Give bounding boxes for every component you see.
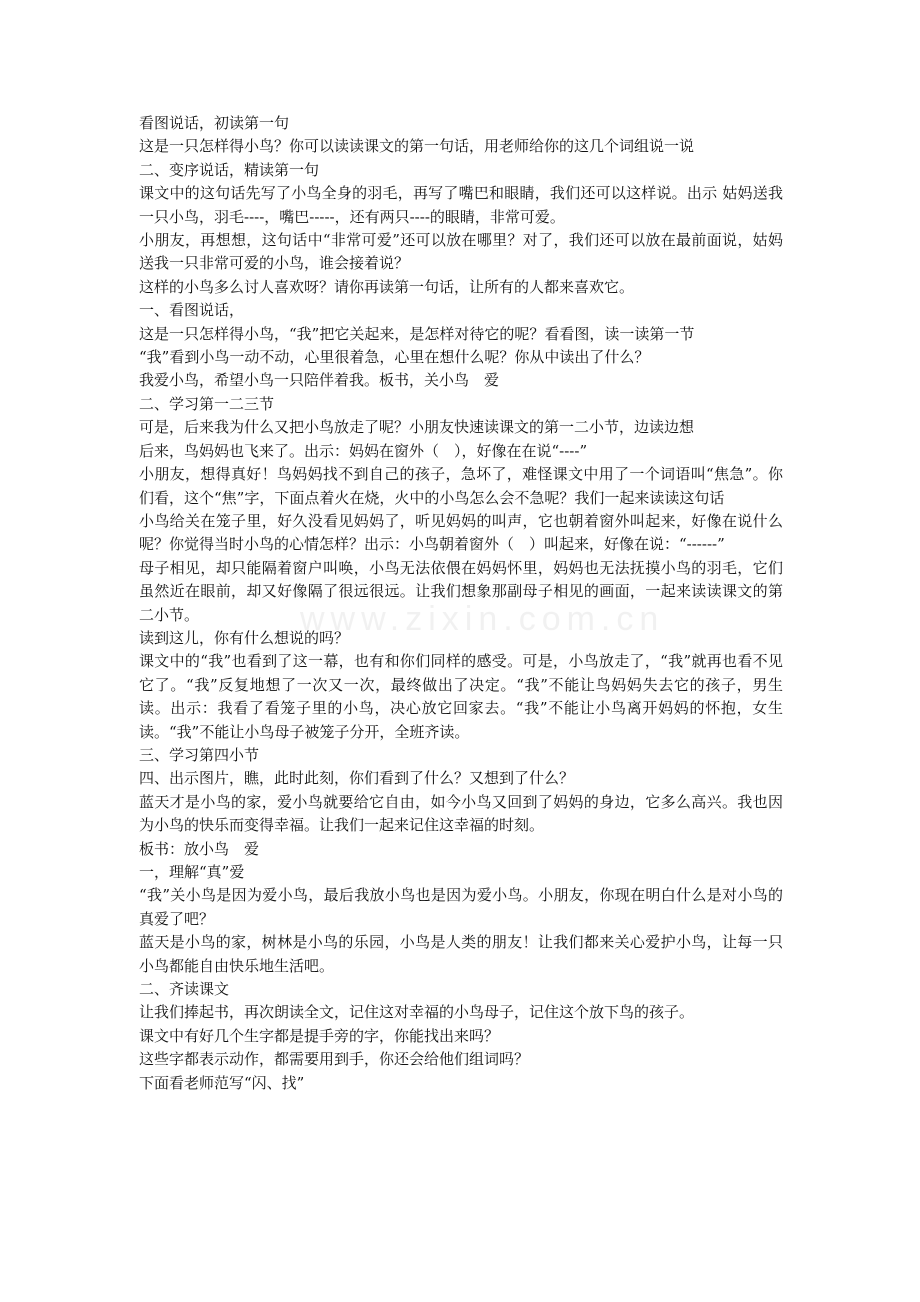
paragraph: 后来，鸟妈妈也飞来了。出示：妈妈在窗外（ ），好像在在说“----” [139,441,588,460]
document-body [139,112,783,1095]
section-heading: 三、学习第四小节 [139,745,260,764]
paragraph: 让我们捧起书，再次朗读全文，记住这对幸福的小鸟母子，记住这个放下鸟的孩子。 [139,1003,695,1022]
paragraph: 母子相见，却只能隔着窗户叫唤，小鸟无法依偎在妈妈怀里，妈妈也无法抚摸小鸟的羽毛，它们虽然近在眼前，却又好像隔了很远很远。让我们想象那副母子相见的画面，一起来读读课文的第二小节。 [139,558,783,624]
paragraph: “我”看到小鸟一动不动，心里很着急，心里在想什么呢？你从中读出了什么？ [139,348,650,367]
paragraph: 小朋友，想得真好！鸟妈妈找不到自己的孩子，急坏了，难怪课文中用了一个词语叫“焦急”。你们看，这个“焦”字，下面点着火在烧，火中的小鸟怎么会不急呢？我们一起来读读这句话 [139,465,783,507]
paragraph: 这是一只怎样得小鸟？你可以读读课文的第一句话，用老师给你的这几个词组说一说 [139,137,695,156]
paragraph: 课文中的这句话先写了小鸟全身的羽毛，再写了嘴巴和眼睛，我们还可以这样说。出示 姑妈送我一只小鸟，羽毛----，嘴巴-----，还有两只----的眼睛，非常可爱。 [139,184,783,226]
paragraph: 蓝天是小鸟的家，树林是小鸟的乐园，小鸟是人类的朋友！让我们都来关心爱护小鸟，让每一只小鸟都能自由快乐地生活吧。 [139,933,783,975]
paragraph: 这些字都表示动作，都需要用到手，你还会给他们组词吗？ [139,1050,530,1069]
section-heading: 四、出示图片，瞧，此时此刻，你们看到了什么？又想到了什么？ [139,769,575,788]
section-heading: 二、变序说话，精读第一句 [139,160,320,179]
paragraph: 课文中有好几个生字都是提手旁的字，你能找出来吗？ [139,1026,500,1045]
paragraph: 这是一只怎样得小鸟，“我”把它关起来，是怎样对待它的呢？看看图，读一读第一节 [139,324,695,343]
paragraph: 小鸟给关在笼子里，好久没看见妈妈了，听见妈妈的叫声，它也朝着窗外叫起来，好像在说什么呢？你觉得当时小鸟的心情怎样？出示：小鸟朝着窗外（ ）叫起来，好像在说：“------” [139,511,783,554]
paragraph: 蓝天才是小鸟的家，爱小鸟就要给它自由，如今小鸟又回到了妈妈的身边，它多么高兴。我也因为小鸟的快乐而变得幸福。让我们一起来记住这幸福的时刻。 [139,792,783,835]
paragraph: 这样的小鸟多么讨人喜欢呀？请你再读第一句话，让所有的人都来喜欢它。 [139,277,635,296]
paragraph: “我”关小鸟是因为爱小鸟，最后我放小鸟也是因为爱小鸟。小朋友，你现在明白什么是对小鸟的真爱了吧？ [139,886,783,928]
paragraph: 小朋友，再想想，这句话中“非常可爱”还可以放在哪里？对了，我们还可以放在最前面说，姑妈送我一只非常可爱的小鸟，谁会接着说？ [139,231,783,273]
heading-look-and-speak: 看图说话，初读第一句 [139,114,290,132]
paragraph: 下面看老师范写“闪、找” [139,1073,305,1092]
section-heading: 一，理解“真”爱 [139,863,245,881]
watermark: www.zixin.com.cn [300,600,665,638]
section-heading: 二、齐读课文 [139,980,230,999]
paragraph: 可是，后来我为什么又把小鸟放走了呢？小朋友快速读课文的第一二小节，边读边想 [139,418,695,437]
paragraph: 读到这儿，你有什么想说的吗？ [139,628,350,647]
paragraph: 我爱小鸟，希望小鸟一只陪伴着我。板书，关小鸟 爱 [139,371,500,390]
section-heading: 二、学习第一二三节 [139,394,275,413]
section-heading: 一、看图说话， [139,301,245,320]
paragraph: 课文中的“我”也看到了这一幕，也有和你们同样的感受。可是，小鸟放走了，“我”就再也看不见它了。“我”反复地想了一次又一次，最终做出了决定。“我”不能让鸟妈妈失去它的孩子，男生读。出示：我看了看笼子里的小鸟，决心放它回家去。“我”不能让小鸟离开妈妈的怀抱，女生读。“我”不能让小鸟母子被笼子分开，全班齐读。 [139,652,783,741]
paragraph: 板书：放小鸟 爱 [139,839,260,858]
